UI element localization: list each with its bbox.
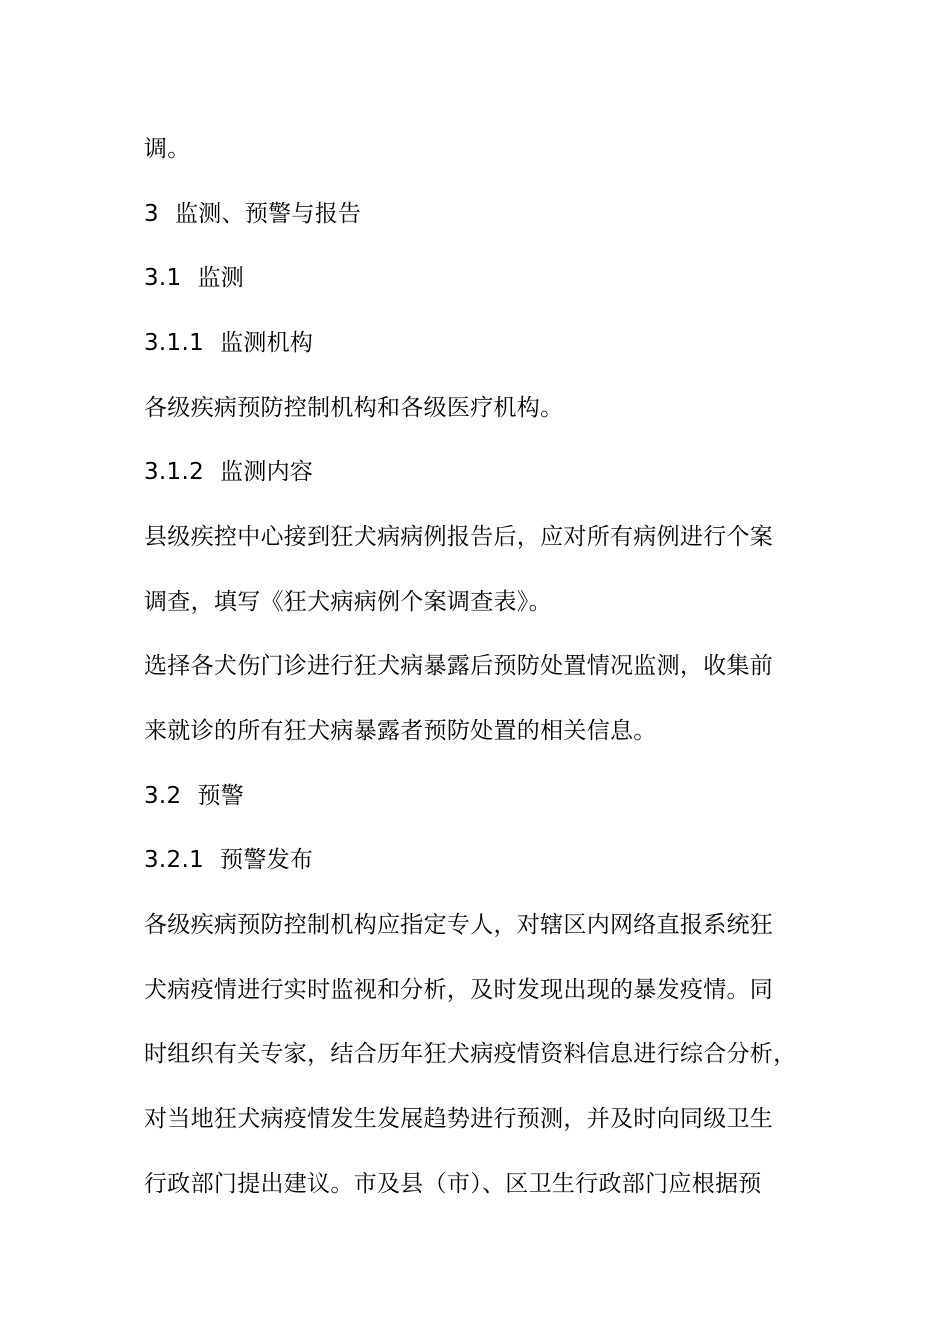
line-text: 调。 [144, 136, 191, 162]
line-text: 县级疾控中心接到狂犬病病例报告后，应对所有病例进行个案 [144, 524, 774, 550]
paragraph-line [144, 975, 844, 1005]
section-number: 3.1.2 [144, 459, 205, 485]
line-text: 对当地狂犬病疫情发生发展趋势进行预测，并及时向同级卫生 [144, 1106, 774, 1132]
section-heading [144, 199, 844, 229]
paragraph-line [144, 1104, 844, 1134]
paragraph-line [144, 1169, 844, 1199]
paragraph-line [144, 716, 844, 746]
section-title: 监测内容 [220, 459, 314, 485]
line-text: 犬病疫情进行实时监视和分析，及时发现出现的暴发疫情。同 [144, 977, 774, 1003]
paragraph-line [144, 393, 844, 423]
paragraph-line [144, 522, 844, 552]
section-title: 预警发布 [220, 847, 314, 873]
section-heading [144, 845, 844, 875]
section-number: 3.2 [144, 783, 182, 809]
line-text: 选择各犬伤门诊进行狂犬病暴露后预防处置情况监测，收集前 [144, 653, 774, 679]
paragraph-line [144, 134, 844, 164]
paragraph-line [144, 910, 844, 940]
paragraph-line [144, 1039, 844, 1069]
line-text: 各级疾病预防控制机构和各级医疗机构。 [144, 395, 564, 421]
section-heading [144, 263, 844, 293]
section-title: 监测 [197, 265, 245, 291]
section-title: 监测机构 [220, 330, 314, 356]
line-text: 行政部门提出建议。市及县（市）、区卫生行政部门应根据预 [144, 1171, 762, 1197]
section-title: 监测、预警与报告 [174, 201, 362, 227]
paragraph-line [144, 651, 844, 681]
section-number: 3 [144, 201, 159, 227]
section-number: 3.1.1 [144, 330, 205, 356]
paragraph-line [144, 587, 844, 617]
section-heading [144, 781, 844, 811]
line-text: 来就诊的所有狂犬病暴露者预防处置的相关信息。 [144, 718, 657, 744]
section-number: 3.1 [144, 265, 182, 291]
section-heading [144, 328, 844, 358]
section-title: 预警 [197, 783, 245, 809]
line-text: 时组织有关专家，结合历年狂犬病疫情资料信息进行综合分析， [144, 1041, 797, 1067]
line-text: 调查，填写《狂犬病病例个案调查表》。 [144, 589, 552, 615]
section-heading [144, 457, 844, 487]
section-number: 3.2.1 [144, 847, 205, 873]
line-text: 各级疾病预防控制机构应指定专人，对辖区内网络直报系统狂 [144, 912, 774, 938]
